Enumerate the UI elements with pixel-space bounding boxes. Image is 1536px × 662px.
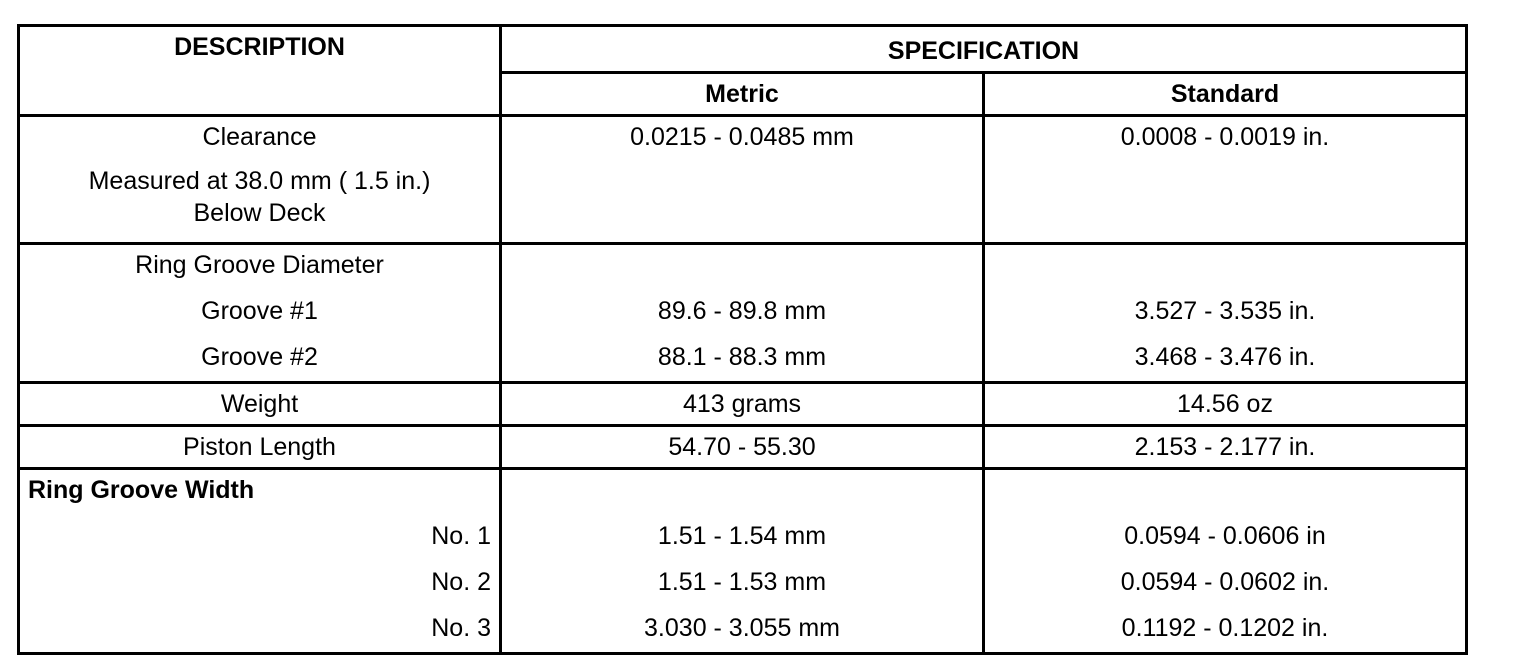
table-row-ring-groove-width: [19, 469, 1467, 654]
clearance-standard-cell: [984, 116, 1467, 244]
table-row-weight: [19, 383, 1467, 426]
rgw-no3-standard: 0.1192 - 0.1202 in.: [1121, 614, 1329, 642]
table-row-piston-length: [19, 426, 1467, 469]
rgd-groove1-standard: 3.527 - 3.535 in.: [1134, 297, 1316, 325]
rgw-no2-standard: 0.0594 - 0.0602 in.: [1120, 568, 1330, 596]
rgw-no1-metric: 1.51 - 1.54 mm: [657, 522, 827, 550]
header-row: [19, 26, 1467, 73]
rgd-groove1-metric: 89.6 - 89.8 mm: [657, 297, 827, 325]
rgd-label: Ring Groove Diameter: [135, 251, 384, 279]
clearance-metric-cell: [501, 116, 984, 244]
clearance-label: Clearance: [202, 123, 317, 151]
weight-standard-value: 14.56 oz: [984, 383, 1467, 426]
rgd-groove1-label: Groove #1: [201, 297, 318, 325]
weight-metric-value: 413 grams: [501, 383, 984, 426]
rgd-standard-cell: [984, 244, 1467, 383]
rgw-label: Ring Groove Width: [28, 476, 255, 504]
standard-header: Standard: [984, 73, 1467, 116]
rgw-no3-metric: 3.030 - 3.055 mm: [644, 614, 840, 642]
rgw-description-cell: [19, 469, 501, 654]
rgw-standard-cell: [984, 469, 1467, 654]
rgd-groove2-metric: 88.1 - 88.3 mm: [657, 343, 827, 371]
piston-spec-table: [17, 24, 1468, 655]
rgd-metric-cell: [501, 244, 984, 383]
rgw-no1-label: No. 1: [431, 522, 491, 550]
piston-length-metric-value: 54.70 - 55.30: [501, 426, 984, 469]
rgd-groove2-label: Groove #2: [201, 343, 318, 371]
rgw-no2-label: No. 2: [431, 568, 491, 596]
piston-length-label: Piston Length: [19, 426, 501, 469]
piston-length-standard-value: 2.153 - 2.177 in.: [984, 426, 1467, 469]
rgw-no2-metric: 1.51 - 1.53 mm: [657, 568, 827, 596]
rgw-metric-cell: [501, 469, 984, 654]
table-row-clearance: [19, 116, 1467, 244]
rgd-groove2-standard: 3.468 - 3.476 in.: [1134, 343, 1316, 371]
clearance-note-line1: Measured at 38.0 mm ( 1.5 in.): [88, 167, 431, 195]
clearance-note-line2: Below Deck: [193, 199, 326, 227]
description-header: DESCRIPTION: [19, 26, 501, 116]
rgw-no3-label: No. 3: [431, 614, 491, 642]
clearance-metric-value: 0.0215 - 0.0485 mm: [630, 123, 854, 151]
rgw-no1-standard: 0.0594 - 0.0606 in: [1124, 522, 1326, 550]
specification-header: SPECIFICATION: [501, 26, 1467, 73]
rgd-description-cell: [19, 244, 501, 383]
table-row-ring-groove-diameter: [19, 244, 1467, 383]
metric-header: Metric: [501, 73, 984, 116]
weight-label: Weight: [19, 383, 501, 426]
clearance-description-cell: [19, 116, 501, 244]
clearance-standard-value: 0.0008 - 0.0019 in.: [1120, 123, 1330, 151]
